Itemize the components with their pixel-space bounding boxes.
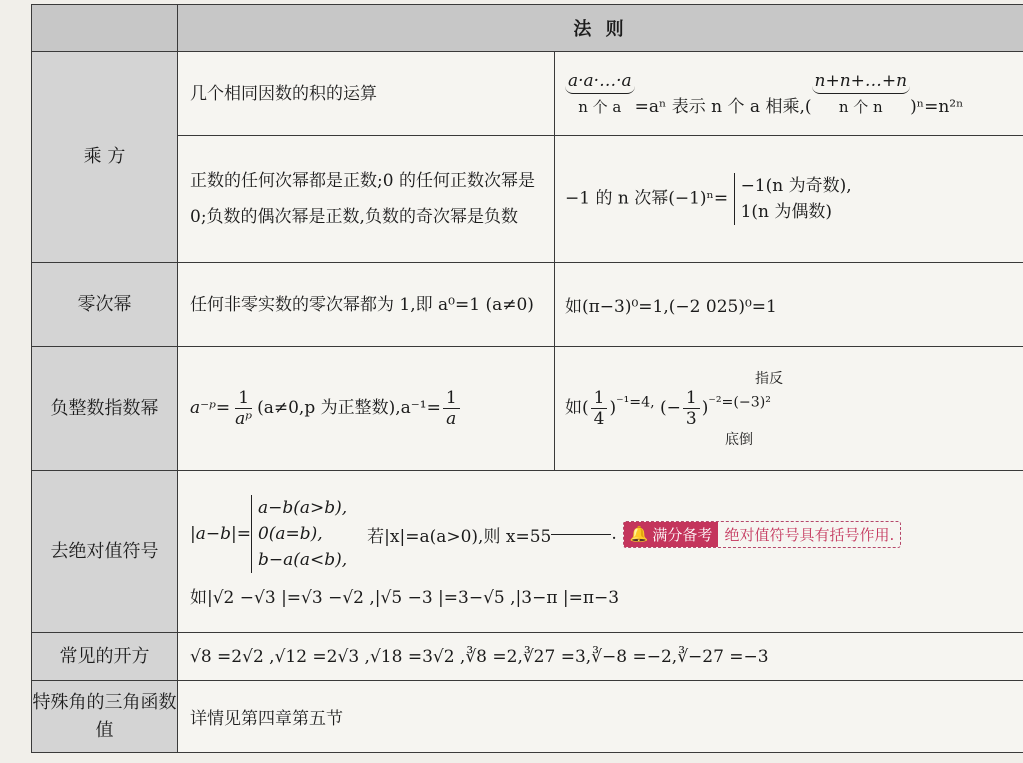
sqrt-example: √8 =2√2 ,√12 =2√3 ,√18 =3√2 ,∛8 =2,∛27 =3,∛−8 =−2,∛−27 =−3 xyxy=(178,633,1023,681)
power-case-even: 1(n 为偶数) xyxy=(740,202,832,222)
header-row xyxy=(32,5,1023,52)
power-cases xyxy=(734,173,852,225)
answer-blank[interactable] xyxy=(551,534,611,535)
abs-cases: a−b(a>b), 0(a=b), b−a(a<b), xyxy=(251,495,347,573)
power-row-2 xyxy=(32,136,1023,263)
power-row-1 xyxy=(32,52,1023,136)
bell-icon: 🔔 xyxy=(629,525,649,543)
negative-example: 指反 如( $\frac{1}{4}$ )$^{^{-1}=4,}$ (− $\frac{1}{3}$ )$^{^{-2}=(-3)^2}$ 底倒 xyxy=(555,347,1023,471)
power-ex1-end: )ⁿ=n²ⁿ xyxy=(910,96,964,117)
negative-row xyxy=(32,347,1023,471)
power-example-2 xyxy=(555,136,1023,263)
header-corner xyxy=(32,5,178,52)
abs-row xyxy=(32,471,1023,633)
category-sqrt: 常见的开方 xyxy=(32,633,178,681)
trig-row xyxy=(32,681,1023,753)
header-title: 法 则 xyxy=(178,5,1023,52)
full-score-tip xyxy=(623,521,901,548)
frac-1-over-ap: $\frac{1}{\text{aᵖ}}$ xyxy=(235,388,253,429)
abs-question: 若|x|=a(a>0),则 x=55 xyxy=(367,526,552,547)
tip-badge: 🔔 满分备考 xyxy=(624,522,719,547)
trig-text: 详情见第四章第五节 xyxy=(178,681,1023,753)
sum-brace: n+n+…+n n 个 n xyxy=(812,71,911,117)
zero-row xyxy=(32,263,1023,347)
power-ex2-lead: −1 的 n 次幂(−1)ⁿ= xyxy=(565,188,729,209)
note-top: 指反 xyxy=(755,371,783,387)
frac-quarter: $\frac{1}{4}$ xyxy=(591,388,608,429)
zero-rule: 任何非零实数的零次幂都为 1,即 a⁰=1 (a≠0) xyxy=(178,263,555,347)
sqrt-row xyxy=(32,633,1023,681)
power-rule-2: 正数的任何次幂都是正数;0 的任何正数次幂是 0;负数的偶次幂是正数,负数的奇次幂是负数 xyxy=(178,136,555,263)
category-negative: 负整数指数幂 xyxy=(32,347,178,471)
negative-rule: a⁻ᵖ= $\frac{1}{\text{aᵖ}}$ (a≠0,p 为正整数),a⁻¹= $\frac{1}{a}$ xyxy=(178,347,555,471)
abs-content: |a−b|= a−b(a>b), 0(a=b), b−a(a<b), 若|x|=a(a>0),则 x=55 . 🔔 满分备考 绝对值符号具有括号作用. 如|√2 −√3 |=√3 −√2 ,|√5 −3 |=3−√5 ,|3−π |=π−3 xyxy=(178,471,1023,633)
category-power: 乘 方 xyxy=(32,52,178,263)
power-example-1 xyxy=(555,52,1023,136)
power-case-odd: −1(n 为奇数), xyxy=(740,176,852,196)
tip-text: 绝对值符号具有括号作用. xyxy=(724,525,895,544)
frac-1-over-a: $\frac{1}{a}$ xyxy=(443,388,460,429)
frac-third: $\frac{1}{3}$ xyxy=(683,388,700,429)
power-rule-1: 几个相同因数的积的运算 xyxy=(178,52,555,136)
category-trig: 特殊角的三角函数值 xyxy=(32,681,178,753)
category-abs: 去绝对值符号 xyxy=(32,471,178,633)
abs-lhs: |a−b|= xyxy=(190,524,251,544)
rules-table xyxy=(31,4,1023,753)
note-bottom: 底倒 xyxy=(725,432,753,448)
product-brace: a·a·…·a n 个 a xyxy=(565,71,635,117)
category-zero: 零次幂 xyxy=(32,263,178,347)
zero-example: 如(π−3)⁰=1,(−2 025)⁰=1 xyxy=(555,263,1023,347)
abs-example: 如|√2 −√3 |=√3 −√2 ,|√5 −3 |=3−√5 ,|3−π |=π−3 xyxy=(190,588,620,608)
power-ex1-mid: =aⁿ 表示 n 个 a 相乘,( xyxy=(634,96,812,117)
